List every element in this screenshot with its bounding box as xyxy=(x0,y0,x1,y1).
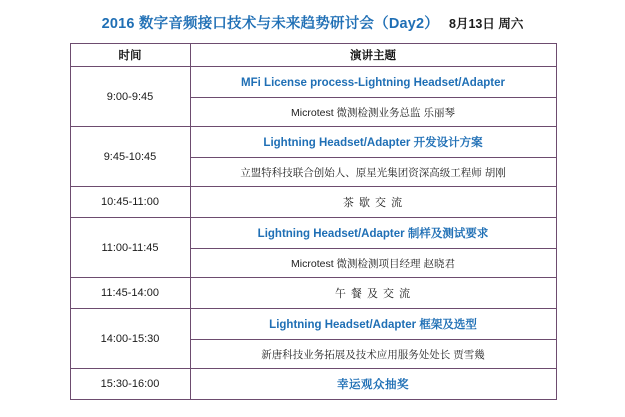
cell-time: 11:45-14:00 xyxy=(70,278,190,309)
table-header xyxy=(70,44,556,67)
topic-title-text: MFi License process-Lightning Headset/Adapter xyxy=(241,77,505,89)
topic-break-text: 午 餐 及 交 流 xyxy=(334,288,412,300)
cell-time: 15:30-16:00 xyxy=(70,369,190,400)
topic-title-text: Lightning Headset/Adapter 制样及测试要求 xyxy=(257,228,489,240)
cell-topic-speaker xyxy=(190,158,556,187)
table-row xyxy=(70,369,556,400)
cell-topic-break xyxy=(190,187,556,218)
topic-speaker-text: Microtest 微测检测项目经理 赵晓君 xyxy=(291,258,455,270)
topic-speaker-text: Microtest 微测检测业务总监 乐丽琴 xyxy=(291,107,455,119)
cell-time: 9:45-10:45 xyxy=(70,127,190,187)
page-title xyxy=(0,0,625,43)
topic-speaker-text: 新唐科技业务拓展及技术应用服务处处长 贾雪幾 xyxy=(261,349,485,361)
cell-topic-lottery xyxy=(190,369,556,400)
cell-topic-title xyxy=(190,127,556,158)
table-header-row xyxy=(70,44,556,67)
table-row xyxy=(70,278,556,309)
column-header-time: 时间 xyxy=(70,44,190,67)
table-row xyxy=(70,127,556,158)
table-row xyxy=(70,218,556,249)
column-header-topic: 演讲主题 xyxy=(190,44,556,67)
cell-time: 11:00-11:45 xyxy=(70,218,190,278)
table-body xyxy=(70,67,556,400)
cell-time: 9:00-9:45 xyxy=(70,67,190,127)
page-title-main: 2016 数字音频接口技术与未来趋势研讨会（Day2） xyxy=(101,16,439,32)
cell-topic-speaker xyxy=(190,98,556,127)
cell-topic-title xyxy=(190,218,556,249)
page-title-date: 8月13日 周六 xyxy=(449,17,524,31)
cell-topic-title xyxy=(190,67,556,98)
table-row xyxy=(70,187,556,218)
topic-title-text: Lightning Headset/Adapter 框架及选型 xyxy=(269,319,477,331)
table-row xyxy=(70,67,556,98)
topic-lottery-text: 幸运观众抽奖 xyxy=(337,379,409,391)
cell-topic-speaker xyxy=(190,340,556,369)
cell-time: 14:00-15:30 xyxy=(70,309,190,369)
schedule-table-wrapper xyxy=(70,43,556,400)
topic-title-text: Lightning Headset/Adapter 开发设计方案 xyxy=(263,137,483,149)
topic-break-text: 茶 歇 交 流 xyxy=(342,197,404,209)
cell-time: 10:45-11:00 xyxy=(70,187,190,218)
topic-speaker-text: 立盟特科技联合创始人、原星光集团资深高级工程师 胡刚 xyxy=(240,167,506,179)
table-row xyxy=(70,309,556,340)
cell-topic-speaker xyxy=(190,249,556,278)
cell-topic-title xyxy=(190,309,556,340)
cell-topic-break xyxy=(190,278,556,309)
schedule-table xyxy=(70,43,557,400)
